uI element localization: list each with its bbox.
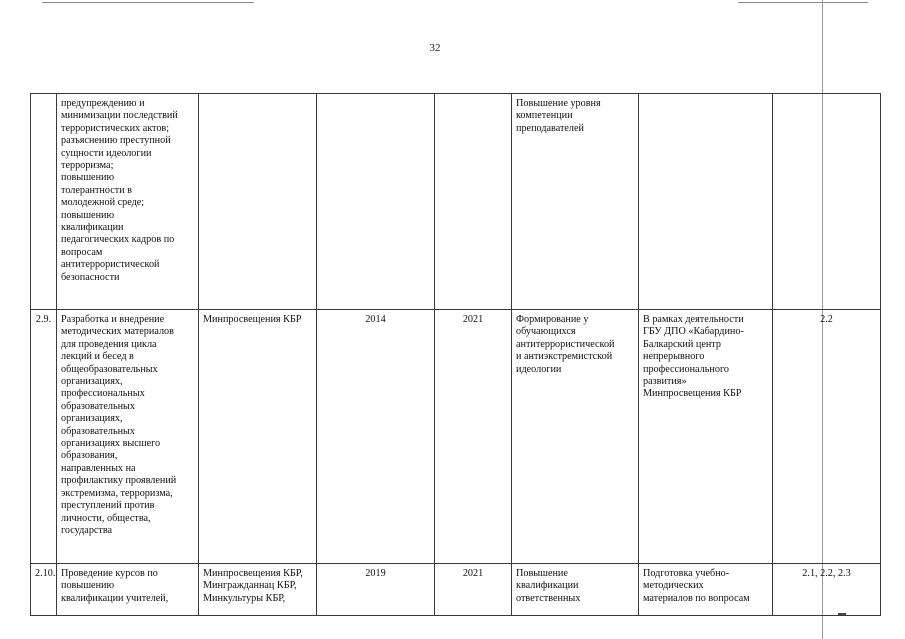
executor-cell: Минпросвещения КБР, Мингражданнац КБР, Минкультуры КБР, <box>199 564 317 616</box>
end-year-cell <box>435 94 512 310</box>
result-cell: Повышение уровня компетенции преподавателей <box>512 94 639 310</box>
result-cell: Повышение квалификации ответственных <box>512 564 639 616</box>
start-year-cell <box>317 94 435 310</box>
result-cell: Формирование у обучающихся антитеррористической и антиэкстремистской идеологии <box>512 310 639 564</box>
executor-cell <box>199 94 317 310</box>
row-number-cell: 2.9. <box>31 310 57 564</box>
row-number-cell <box>31 94 57 310</box>
scan-mark <box>838 613 846 615</box>
executor-cell: Минпросвещения КБР <box>199 310 317 564</box>
measure-cell: предупреждению и минимизации последствий террористических актов; разъяснению преступной сущности идеологии терроризма; повышению толерантности в молодежной среде; повышению квалификации педагогических кадров по вопросам антитеррористической безопасности <box>57 94 199 310</box>
table-row <box>31 94 881 310</box>
table-row <box>31 310 881 564</box>
criteria-cell: 2.1, 2.2, 2.3 <box>773 564 881 616</box>
criteria-cell <box>773 94 881 310</box>
end-year-cell: 2021 <box>435 564 512 616</box>
measure-cell: Проведение курсов по повышению квалификации учителей, <box>57 564 199 616</box>
funding-cell <box>639 94 773 310</box>
scan-line-top-right <box>738 2 868 3</box>
table-row <box>31 564 881 616</box>
end-year-cell: 2021 <box>435 310 512 564</box>
funding-cell: Подготовка учебно- методических материалов по вопросам <box>639 564 773 616</box>
criteria-cell: 2.2 <box>773 310 881 564</box>
measures-table <box>30 93 881 616</box>
page-number: 32 <box>429 42 441 54</box>
measure-cell: Разработка и внедрение методических материалов для проведения цикла лекций и бесед в общеобразовательных организациях, профессиональных образовательных организациях, образовательных организациях высшего образования, направленных на профилактику проявлений экстремизма, терроризма, преступлений против личности, общества, государства <box>57 310 199 564</box>
funding-cell: В рамках деятельности ГБУ ДПО «Кабардино- Балкарский центр непрерывного профессионального развития» Минпросвещения КБР <box>639 310 773 564</box>
scan-line-top-left <box>42 2 254 3</box>
row-number-cell: 2.10. <box>31 564 57 616</box>
start-year-cell: 2014 <box>317 310 435 564</box>
start-year-cell: 2019 <box>317 564 435 616</box>
